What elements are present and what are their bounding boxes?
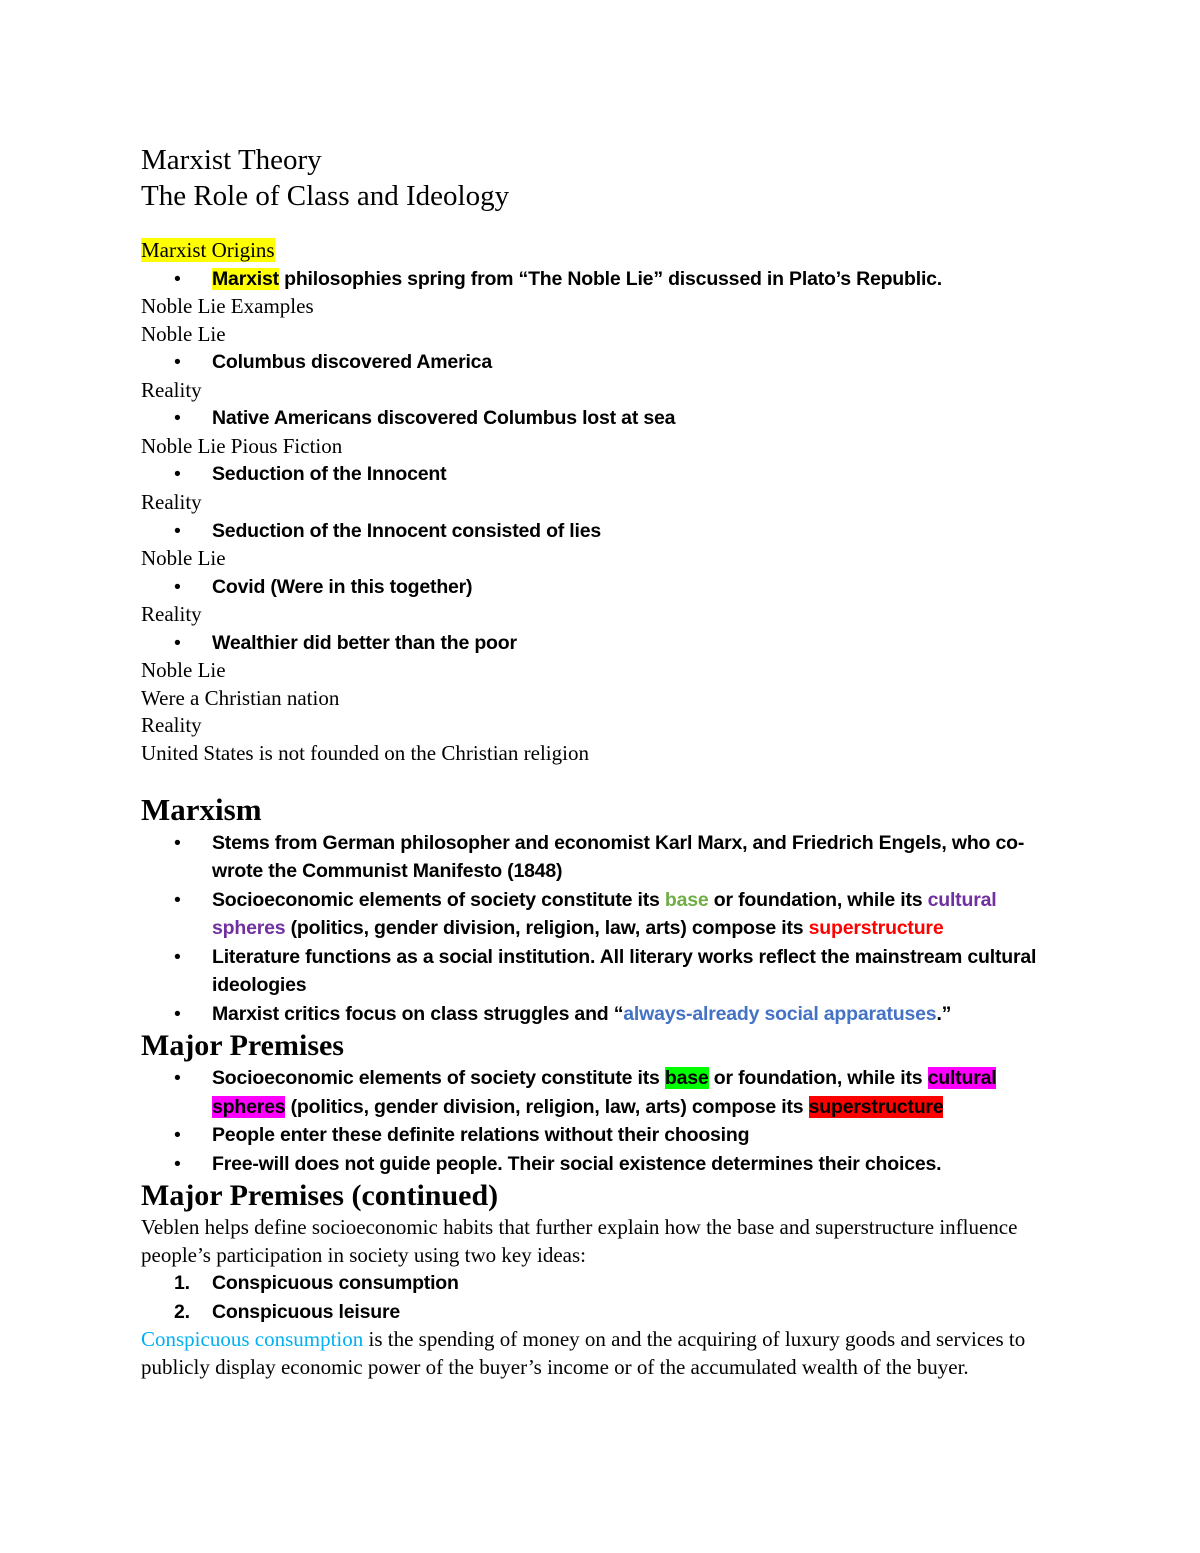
example-list — [141, 460, 1061, 489]
text-run: Socioeconomic elements of society constitute its — [212, 1067, 665, 1090]
list-item-text: People enter these definite relations without their choosing — [212, 1124, 750, 1147]
list-item — [141, 1000, 1061, 1029]
example-line: Noble Lie Examples — [141, 294, 314, 319]
section-heading-major-premises: Major Premises — [141, 1029, 344, 1063]
example-list — [141, 629, 1061, 658]
bullet-icon: • — [174, 1067, 181, 1090]
example-line: Noble Lie Pious Fiction — [141, 433, 343, 458]
example-line: Noble Lie — [141, 658, 226, 683]
highlighted-cultural-spheres: cultural spheres — [212, 1067, 997, 1118]
list-item — [141, 404, 1061, 433]
list-item-text: Conspicuous leisure — [212, 1300, 400, 1323]
definition-paragraph — [141, 1326, 1061, 1381]
section-heading-major-premises-continued: Major Premises (continued) — [141, 1179, 499, 1213]
bullet-icon: • — [174, 519, 181, 542]
list-item-text: Literature functions as a social institution. All literary works reflect the mainstream cultural ideologies — [212, 945, 1037, 997]
list-item — [141, 629, 1061, 658]
bullet-icon: • — [174, 1152, 181, 1175]
example-line: United States is not founded on the Christian religion — [141, 741, 589, 766]
list-item-text: Native Americans discovered Columbus lost at sea — [212, 407, 676, 430]
example-line: Reality — [141, 713, 202, 738]
noble-lie-examples — [141, 293, 1061, 768]
list-item-text: Columbus discovered America — [212, 351, 492, 374]
list-item — [141, 1121, 1061, 1150]
example-list — [141, 517, 1061, 546]
list-item — [141, 573, 1061, 602]
section-heading-origins — [141, 237, 1061, 265]
list-item — [141, 829, 1061, 886]
highlighted-base: base — [664, 1067, 709, 1090]
doc-subtitle: The Role of Class and Ideology — [141, 180, 510, 212]
list-item — [141, 1150, 1061, 1179]
list-item — [141, 460, 1061, 489]
bullet-icon: • — [174, 267, 181, 290]
example-line: Reality — [141, 489, 202, 514]
bullet-icon: • — [174, 631, 181, 654]
text-run: (politics, gender division, religion, law, arts) compose its — [285, 917, 809, 940]
bullet-icon: • — [174, 575, 181, 598]
bullet-icon: • — [174, 945, 181, 968]
text-run: .” — [936, 1002, 952, 1025]
bullet-icon: • — [174, 407, 181, 430]
text-run: or foundation, while its — [708, 1067, 928, 1090]
section-heading-marxism: Marxism — [141, 791, 262, 827]
example-list — [141, 573, 1061, 602]
list-item — [141, 348, 1061, 377]
bullet-icon: • — [174, 831, 181, 854]
defined-term: Conspicuous consumption — [141, 1327, 364, 1352]
bullet-icon: • — [174, 1002, 181, 1025]
text-run: or foundation, while its — [708, 888, 928, 911]
example-list — [141, 404, 1061, 433]
item-number: 1. — [174, 1272, 190, 1295]
highlighted-heading: Marxist Origins — [141, 238, 275, 262]
bullet-icon: • — [174, 888, 181, 911]
term-cultural-spheres: cultural spheres — [212, 888, 997, 940]
example-line: Noble Lie — [141, 546, 226, 571]
list-item — [141, 886, 1061, 943]
list-item — [141, 1064, 1061, 1121]
list-item-text: Wealthier did better than the poor — [212, 631, 517, 654]
term-base: base — [664, 888, 709, 911]
numbered-item — [141, 1298, 1061, 1327]
item-number: 2. — [174, 1300, 190, 1323]
term-superstructure: superstructure — [808, 917, 944, 940]
list-item — [141, 517, 1061, 546]
example-line: Noble Lie — [141, 321, 226, 346]
text-run: Socioeconomic elements of society constitute its — [212, 888, 665, 911]
bullet-icon: • — [174, 463, 181, 486]
list-item-text: Seduction of the Innocent consisted of lies — [212, 519, 602, 542]
veblen-intro: Veblen helps define socioeconomic habits that further explain how the base and superstructure influence people’s participation in society using two key ideas: — [141, 1215, 1018, 1267]
highlighted-word: Marxist — [212, 267, 279, 290]
list-item-text: Stems from German philosopher and economist Karl Marx, and Friedrich Engels, who co-wrote the Communist Manifesto (1848) — [212, 831, 1025, 883]
bullet-icon: • — [174, 351, 181, 374]
premises-list — [141, 1064, 1061, 1178]
example-line: Reality — [141, 377, 202, 402]
list-item-text: Covid (Were in this together) — [212, 575, 473, 598]
definition-text: is the spending of money on and the acquiring of luxury goods and services to publicly display economic power of the buyer’s income or of the accumulated wealth of the buyer. — [141, 1327, 1026, 1379]
example-list — [141, 348, 1061, 377]
list-item-text: Conspicuous consumption — [212, 1272, 459, 1295]
document-page — [141, 142, 1061, 1382]
list-item-text: Seduction of the Innocent — [212, 463, 447, 486]
origins-list — [141, 265, 1061, 294]
numbered-item — [141, 1269, 1061, 1298]
text-run: (politics, gender division, religion, law, arts) compose its — [285, 1095, 809, 1118]
list-item — [141, 265, 1061, 294]
spacer — [141, 214, 1061, 237]
text-run: Marxist critics focus on class struggles and “ — [212, 1002, 624, 1025]
list-item-text: Free-will does not guide people. Their social existence determines their choices. — [212, 1152, 942, 1175]
spacer — [141, 768, 1061, 791]
example-line: Were a Christian nation — [141, 685, 340, 710]
bullet-icon: • — [174, 1124, 181, 1147]
highlighted-superstructure: superstructure — [808, 1095, 944, 1118]
doc-title: Marxist Theory — [141, 144, 322, 176]
example-line: Reality — [141, 602, 202, 627]
list-item-text: philosophies spring from “The Noble Lie” discussed in Plato’s Republic. — [278, 267, 943, 290]
marxism-list — [141, 829, 1061, 1029]
term-social-apparatuses: always-already social apparatuses — [623, 1002, 937, 1025]
list-item — [141, 943, 1061, 1000]
key-ideas-list — [141, 1269, 1061, 1326]
